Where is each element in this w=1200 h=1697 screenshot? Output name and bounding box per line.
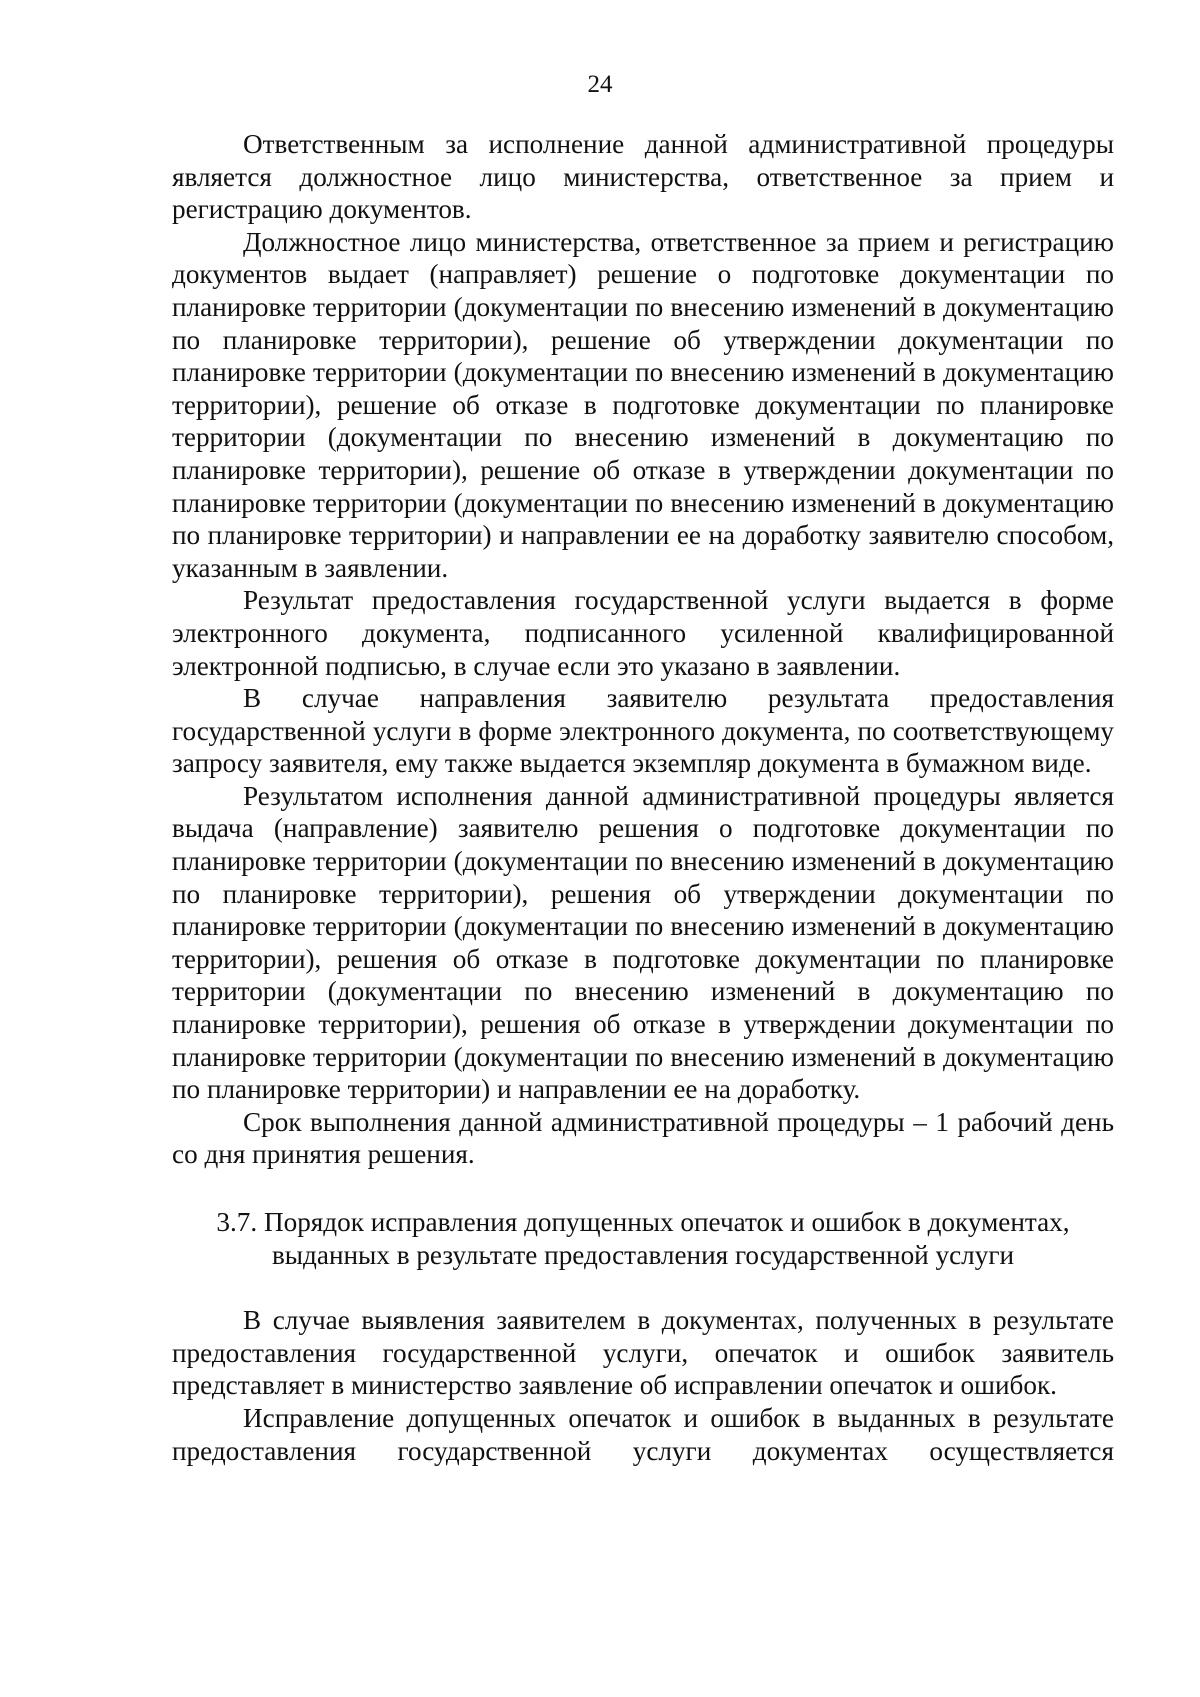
paragraph-procedure-result: Результатом исполнения данной административной процедуры является выдача (направление) заявителю решения о подготовке документации по планировке территории (документации по внесению изменений в документацию по планировке территории), решения об утверждении документации по планировке территории (документации по внесению изменений в документацию территории), решения об отказе в подготовке документации по планировке территории (документации по внесению изменений в документацию по планировке территории), решения об отказе в утверждении документации по планировке территории (документации по внесению изменений в документацию по планировке территории) и направлении ее на доработку. xyxy=(172,780,1114,1105)
paragraph-responsible-person: Ответственным за исполнение данной административной процедуры является должностное лицо министерства, ответственное за прием и регистрацию документов. xyxy=(172,129,1114,225)
paragraph-paper-copy: В случае направления заявителю результата предоставления государственной услуги в форме электронного документа, по соответствующему запросу заявителя, ему также выдается экземпляр документа в бумажном виде. xyxy=(172,683,1114,779)
section-heading-line-1: 3.7. Порядок исправления допущенных опечаток и ошибок в документах, xyxy=(216,1207,1070,1237)
paragraph-official-issues-decision: Должностное лицо министерства, ответственное за прием и регистрацию документов выдает (направляет) решение о подготовке документации по планировке территории (документации по внесению изменений в документацию по планировке территории), решение об утверждении документации по планировке территории (документации по внесению изменений в документацию территории), решение об отказе в подготовке документации по планировке территории (документации по внесению изменений в документацию по планировке территории), решение об отказе в утверждении документации по планировке территории (документации по внесению изменений в документацию по планировке территории) и направлении ее на доработку заявителю способом, указанным в заявлении. xyxy=(172,226,1114,583)
paragraph-procedure-deadline: Срок выполнения данной административной процедуры – 1 рабочий день со дня принятия решения. xyxy=(172,1106,1114,1170)
section-heading-line-2: выданных в результате предоставления государственной услуги xyxy=(271,1239,1015,1270)
paragraph-electronic-result: Результат предоставления государственной услуги выдается в форме электронного документа, подписанного усиленной квалифицированной электронной подписью, в случае если это указано в заявлении. xyxy=(172,585,1114,681)
paragraph-error-correction: Исправление допущенных опечаток и ошибок в выданных в результате предоставления государственной услуги документах осуществляется xyxy=(172,1402,1114,1466)
document-body xyxy=(172,128,1114,1467)
section-heading-3-7 xyxy=(172,1206,1114,1271)
page-number: 24 xyxy=(587,71,613,98)
paragraph-error-detection: В случае выявления заявителем в документах, полученных в результате предоставления государственной услуги, опечаток и ошибок заявитель представляет в министерство заявление об исправлении опечаток и ошибок. xyxy=(172,1305,1114,1401)
